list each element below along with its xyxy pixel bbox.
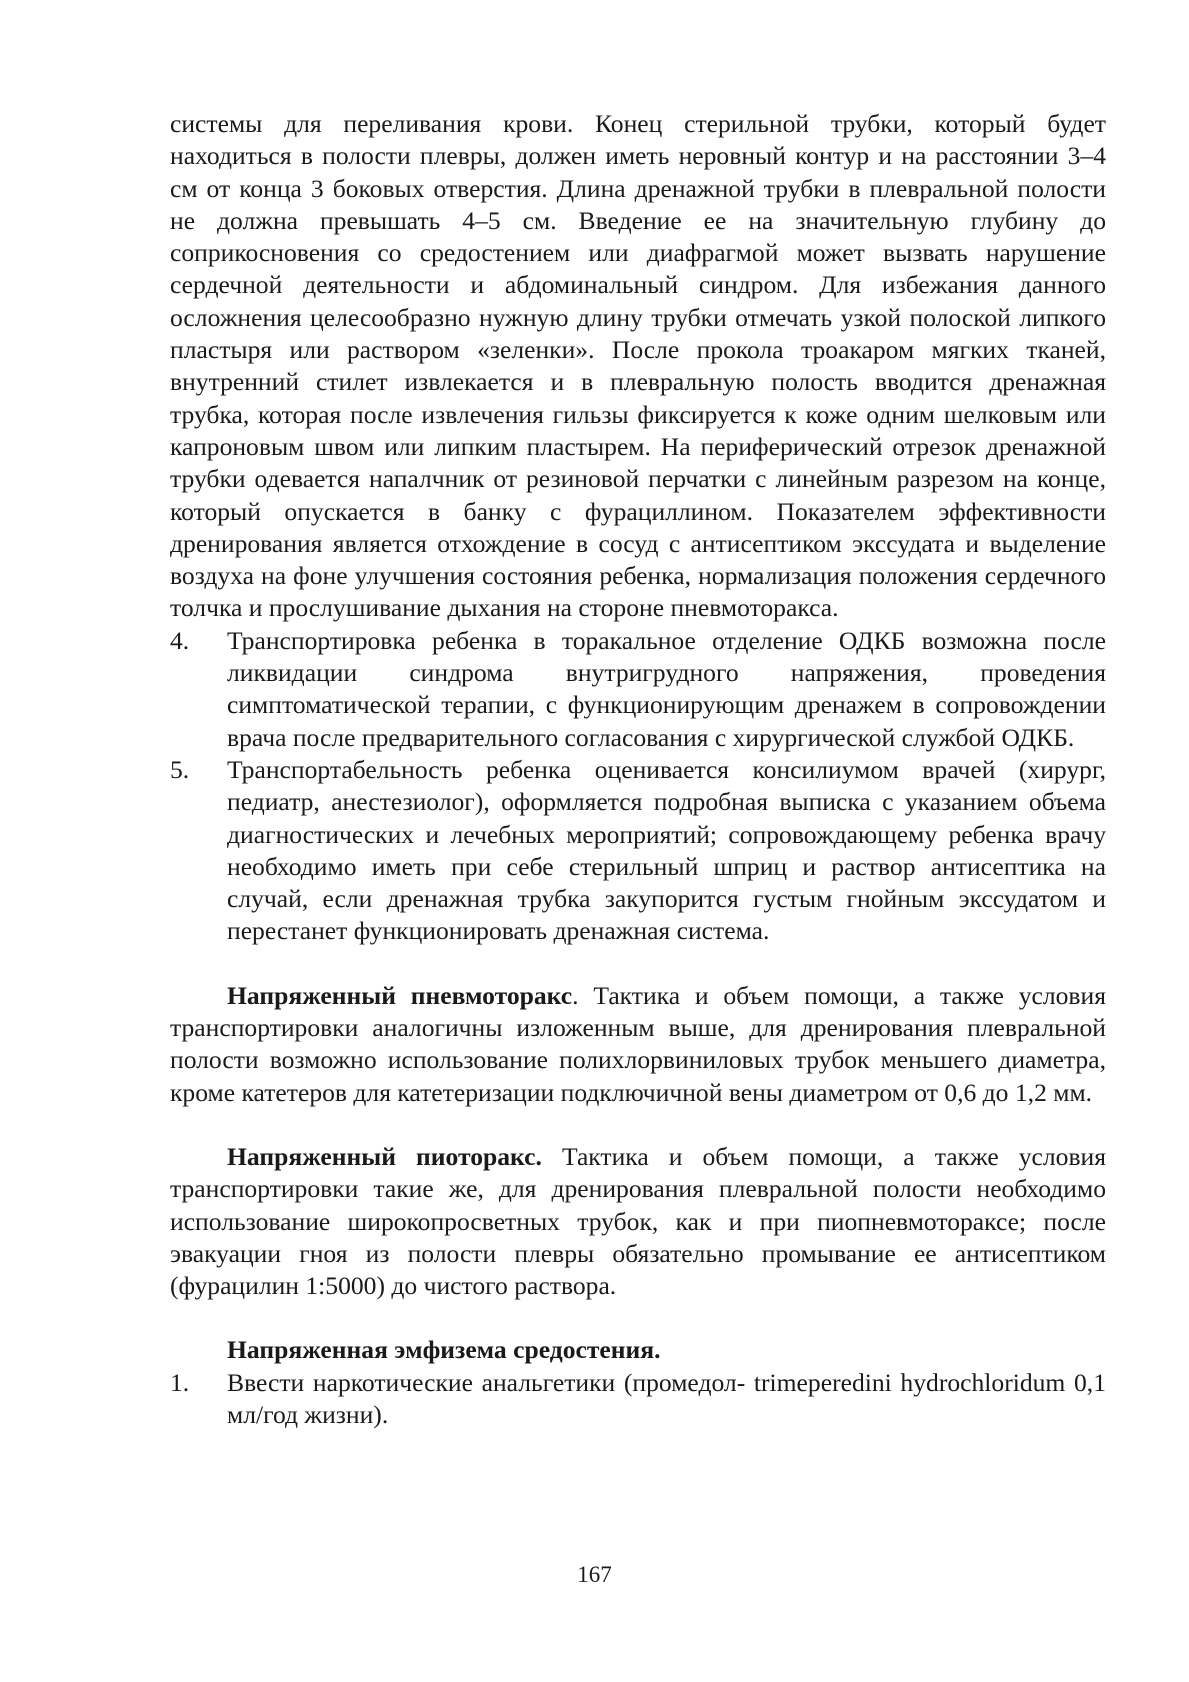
list-text: Транспортировка ребенка в торакальное отделение ОДКБ возможна после ликвидации синдрома внутригрудного напряжения, проведения симптоматической терапии, с функционирующим дренажем в сопровождении врача после предварительного согласования с хирургической службой ОДКБ. [227,625,1106,752]
section-pyothorax [170,1141,1106,1302]
list-item-5 [170,754,1106,948]
list-number: 5. [170,754,190,784]
list-number: 4. [170,625,190,655]
section-heading: Напряженный пневмоторакс [227,980,573,1010]
list-item-1 [170,1367,1106,1432]
spacer [170,1302,1106,1334]
list-text: Ввести наркотические анальгетики (промедол- trimeperedini hydrochloridum 0,1 мл/год жизни). [227,1367,1106,1429]
spacer [170,1109,1106,1141]
document-page [170,108,1106,1431]
continuation-paragraph: системы для переливания крови. Конец стерильной трубки, который будет находиться в полости плевры, должен иметь неровный контур и на расстоянии 3–4 см от конца 3 боковых отверстия. Длина дренажной трубки в плевральной полости не должна превышать 4–5 см. Введение ее на значительную глубину до соприкосновения со средостением или диафрагмой может вызвать нарушение сердечной деятельности и абдоминальный синдром. Для избежания данного осложнения целесообразно нужную длину трубки отмечать узкой полоской липкого пластыря или раствором «зеленки». После прокола троакаром мягких тканей, внутренний стилет извлекается и в плевральную полость вводится дренажная трубка, которая после извлечения гильзы фиксируется к коже одним шелковым или капроновым швом или липким пластырем. На периферический отрезок дренажной трубки одевается напалчник от резиновой перчатки с линейным разрезом на конце, который опускается в банку с фурациллином. Показателем эффективности дренирования является отхождение в сосуд с антисептиком экссудата и выделение воздуха на фоне улучшения состояния ребенка, нормализация положения сердечного толчка и прослушивание дыхания на стороне пневмоторакса. [170,109,1106,623]
spacer [170,948,1106,980]
list-item-4 [170,625,1106,754]
list-number: 1. [170,1367,190,1397]
section-text: Тактика и объем помощи, а также условия транспортировки такие же, для дренирования плевральной полости необходимо использование широкопросветных трубок, как и при пиопневмотораксе; после эвакуации гноя из полости плевры обязательно промывание ее антисептиком (фурацилин 1:5000) до чистого раствора. [170,1141,1107,1301]
section-emphysema-heading: Напряженная эмфизема средостения. [227,1335,661,1365]
section-text: . Тактика и объем помощи, а также условия транспортировки аналогичны изложенным выше, для дренирования плевральной полости возможно использование полихлорвиниловых трубок меньшего диаметра, кроме катетеров для катетеризации подключичной вены диаметром от 0,6 до 1,2 мм. [170,980,1106,1107]
list-text: Транспортабельность ребенка оценивается консилиумом врачей (хирург, педиатр, анестезиолог), оформляется подробная выписка с указанием объема диагностических и лечебных мероприятий; сопровождающему ребенка врачу необходимо иметь при себе стерильный шприц и раствор антисептика на случай, если дренажная трубка закупорится густым гнойным экссудатом и перестанет функционировать дренажная система. [227,754,1106,946]
page-number: 167 [577,1562,612,1587]
section-pneumothorax [170,980,1106,1109]
section-heading: Напряженный пиоторакс. [227,1141,542,1171]
